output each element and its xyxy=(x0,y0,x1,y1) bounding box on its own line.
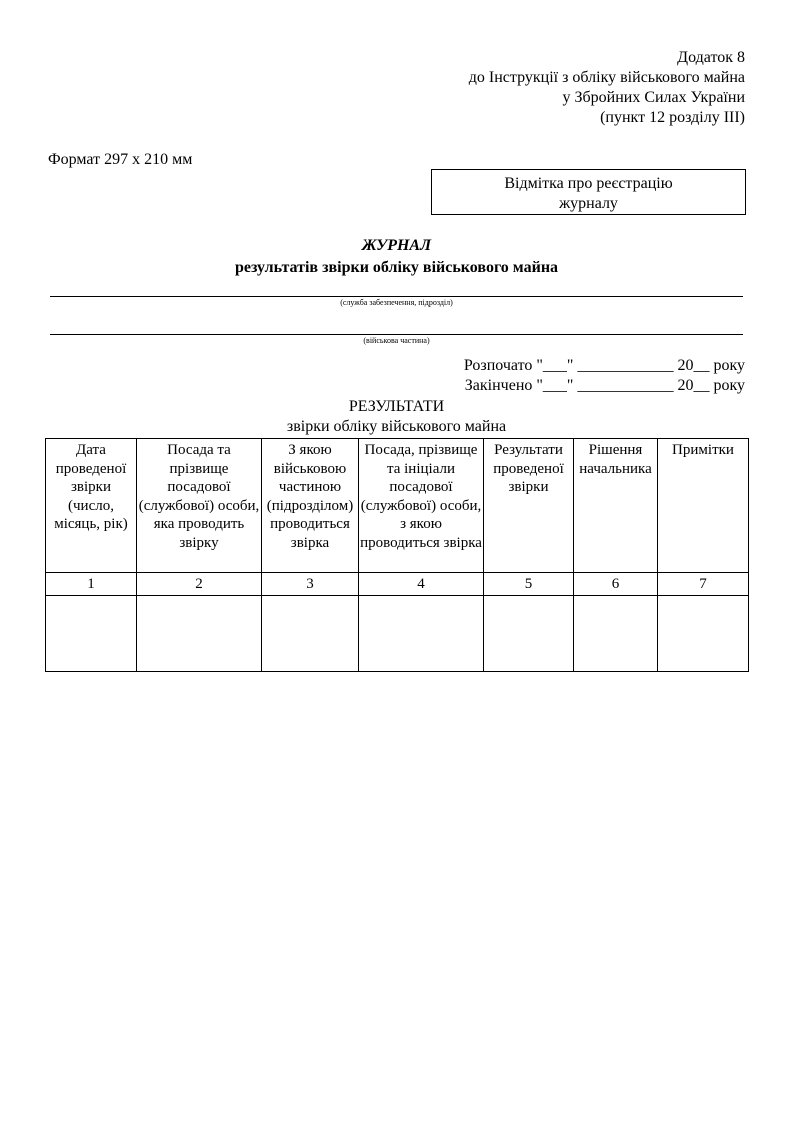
column-header: Примітки xyxy=(658,439,749,573)
column-header: Результати проведеної звірки xyxy=(484,439,574,573)
appendix-line-3: у Збройних Силах України xyxy=(562,89,745,106)
appendix-line-2: до Інструкції з обліку військового майна xyxy=(468,69,745,86)
appendix-header xyxy=(469,48,745,128)
registration-box-line-2: журналу xyxy=(559,195,618,212)
table-cell-empty xyxy=(137,596,262,672)
service-caption: (служба забезпечення, підрозділ) xyxy=(340,298,453,307)
column-number: 2 xyxy=(137,573,262,596)
table-cell-empty xyxy=(574,596,658,672)
finished-date-line: Закінчено "___" ____________ 20__ року xyxy=(464,377,745,394)
appendix-line-1: Додаток 8 xyxy=(677,49,745,66)
column-number: 5 xyxy=(484,573,574,596)
results-subtitle: звірки обліку військового майна xyxy=(286,418,507,435)
column-header: Рішення начальника xyxy=(574,439,658,573)
registration-box xyxy=(431,169,746,215)
unit-caption: (військова частина) xyxy=(363,336,430,345)
appendix-line-4: (пункт 12 розділу ІІІ) xyxy=(600,109,745,126)
results-title: РЕЗУЛЬТАТИ xyxy=(348,398,445,415)
table-cell-empty xyxy=(262,596,359,672)
table-cell-empty xyxy=(484,596,574,672)
column-header: З якою військовою частиною (підрозділом) проводиться звірка xyxy=(262,439,359,573)
table-header-row xyxy=(46,439,749,573)
column-number: 3 xyxy=(262,573,359,596)
format-label: Формат 297 х 210 мм xyxy=(48,151,193,168)
column-header: Посада, прізвище та ініціали посадової (службової) особи, з якою проводиться звірка xyxy=(359,439,484,573)
registration-box-line-1: Відмітка про реєстрацію xyxy=(504,175,673,192)
unit-fill-line xyxy=(50,334,743,335)
journal-subtitle: результатів звірки обліку військового майна xyxy=(234,259,559,276)
column-header: Дата проведеної звірки (число, місяць, рік) xyxy=(46,439,137,573)
column-header: Посада та прізвище посадової (службової) особи, яка проводить звірку xyxy=(137,439,262,573)
column-number: 1 xyxy=(46,573,137,596)
service-fill-line xyxy=(50,296,743,297)
journal-title: ЖУРНАЛ xyxy=(361,237,432,254)
table-cell-empty xyxy=(359,596,484,672)
table-cell-empty xyxy=(658,596,749,672)
column-number-row xyxy=(46,573,749,596)
column-number: 7 xyxy=(658,573,749,596)
table-row xyxy=(46,596,749,672)
table-cell-empty xyxy=(46,596,137,672)
column-number: 4 xyxy=(359,573,484,596)
column-number: 6 xyxy=(574,573,658,596)
started-date-line: Розпочато "___" ____________ 20__ року xyxy=(463,357,745,374)
results-table xyxy=(45,438,749,672)
